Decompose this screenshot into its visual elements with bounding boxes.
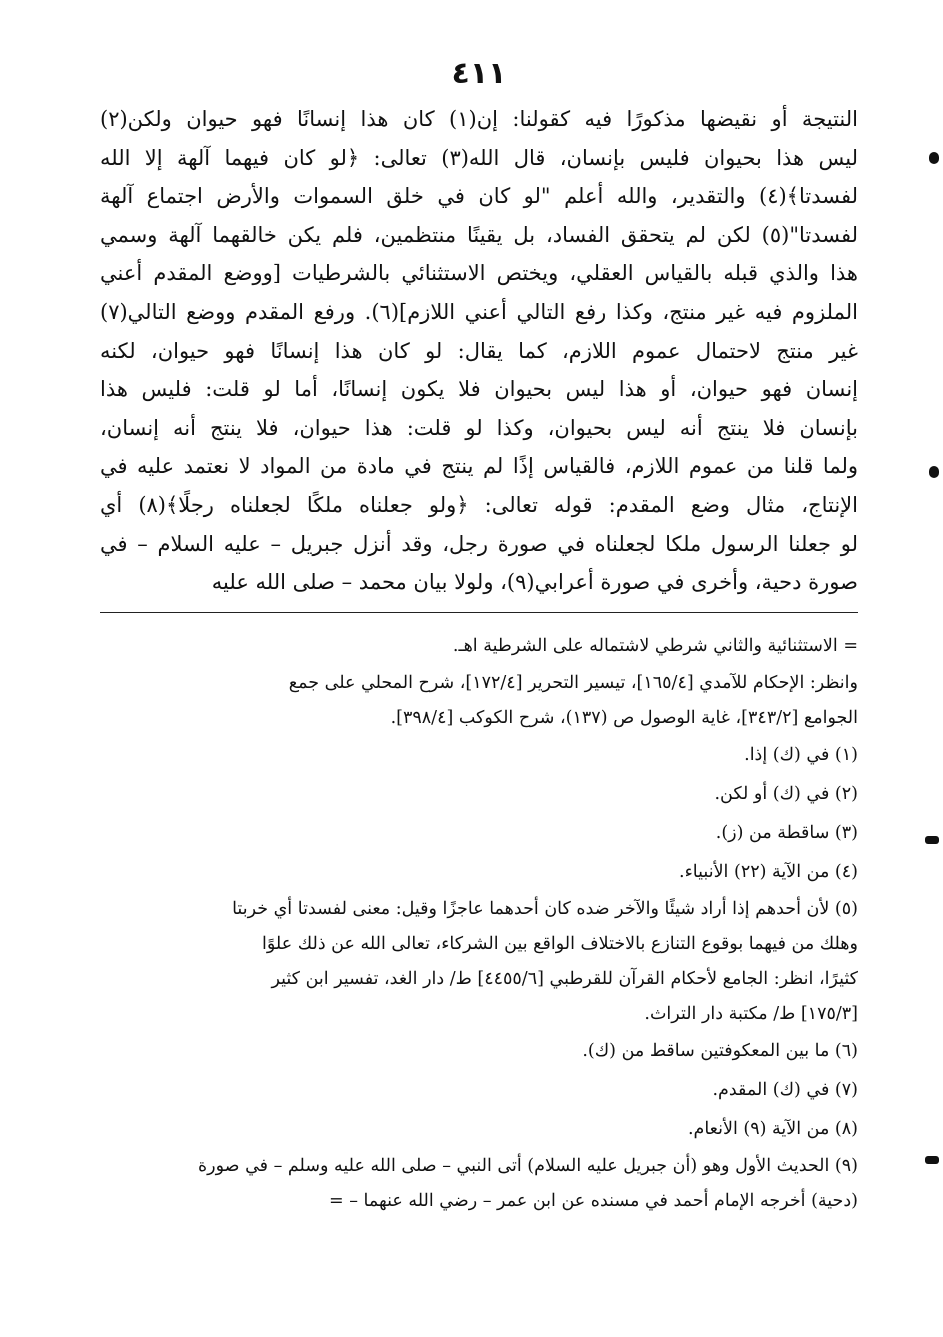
page-number: ٤١١ [451, 56, 507, 91]
footnote-divider [100, 612, 858, 613]
footnote-line: (٦) ما بين المعكوفتين ساقط من (ك). [582, 1040, 858, 1061]
main-text-line: صورة دحية، وأخرى في صورة أعرابي(٩)، ولولا بيان محمد – صلى الله عليه [211, 570, 858, 595]
main-text-line: ليس هذا بحيوان فليس بإنسان، قال الله(٣) تعالى: ﴿لو كان فيهما آلهة إلا الله [100, 145, 858, 170]
footnote-line: (٣) ساقطة من (ز). [715, 822, 858, 843]
binding-hole-mark [925, 836, 939, 844]
footnote-line: (٢) في (ك) أو لكن. [714, 783, 858, 804]
binding-hole-mark [925, 1156, 939, 1164]
binding-hole-mark [929, 152, 939, 164]
binding-hole-mark [929, 466, 939, 478]
footnote-line: كثيرًا، انظر: الجامع لأحكام القرآن للقرطبي [٤٤٥٥/٦] ط/ دار الغد، تفسير ابن كثير [271, 968, 858, 989]
main-text-line: النتيجة أو نقيضها مذكورًا فيه كقولنا: إن(١) كان هذا إنسانًا فهو حيوان ولكن(٢) [100, 107, 858, 131]
footnote-line: وهلك من فيهما بوقوع التنازع بالاختلاف الواقع بين الشركاء، تعالى الله عن ذلك علوًا [262, 933, 858, 954]
main-text-line: بإنسان فلا ينتج أنه ليس بحيوان، وكذا لو قلت: هذا حيوان، فلا ينتج أنه إنسان، [100, 415, 858, 440]
footnote-line: (٨) من الآية (٩) الأنعام. [687, 1118, 858, 1139]
main-text-line: لفسدتا﴾(٤) والتقدير، والله أعلم "لو كان في خلق السموات والأرض اجتماع آلهة [100, 184, 858, 209]
main-text-line: هذا والذي قبله بالقياس العقلي، ويختص الاستثنائي بالشرطيات [ووضع المقدم أعني [100, 261, 858, 286]
footnote-line: [١٧٥/٣] ط/ مكتبة دار التراث. [644, 1003, 858, 1024]
footnote-line: (١) في (ك) إذا. [744, 744, 858, 765]
main-text-line: لو جعلنا الرسول ملكا لجعلناه في صورة رجل، وقد أنزل جبريل – عليه السلام – في [100, 531, 858, 556]
footnote-line: الجوامع [٣٤٣/٢]، غاية الوصول ص (١٣٧)، شرح الكوكب [٣٩٨/٤]. [390, 707, 858, 728]
footnote-line: (دحية) أخرجه الإمام أحمد في مسنده عن ابن عمر – رضي الله عنهما – = [329, 1190, 858, 1211]
footnote-line: (٩) الحديث الأول وهو (أن جبريل عليه السلام) أتى النبي – صلى الله عليه وسلم – في صورة [197, 1155, 858, 1176]
main-text-line: الإنتاج، مثال وضع المقدم: قوله تعالى: ﴿ولو جعلناه ملكًا لجعلناه رجلًا﴾(٨) أي [100, 492, 858, 517]
main-text-line: ولما قلنا من عموم اللازم، فالقياس إذًا لم ينتج في مادة من المواد لا نعتمد عليه في [100, 454, 858, 479]
main-text [100, 100, 858, 602]
book-page [100, 52, 858, 1322]
footnote-line: (٤) من الآية (٢٢) الأنبياء. [679, 861, 858, 882]
footnote-line: = الاستثنائية والثاني شرطي لاشتماله على الشرطية اهـ. [452, 635, 858, 656]
footnotes [100, 627, 858, 1219]
main-text-line: لفسدتا"(٥) لكن لم يتحقق الفساد، بل يقينًا منتظمين، فلم يكن خالقهما آلهة وسمي [100, 222, 858, 247]
footnote-line: (٥) لأن أحدهم إذا أراد شيئًا والآخر ضده كان أحدهما عاجزًا وقيل: معنى لفسدتا أي خربتا [232, 898, 858, 919]
main-text-line: غير منتج لاحتمال عموم اللازم، كما يقال: لو كان هذا إنسانًا فهو حيوان، لكنه [100, 338, 858, 363]
main-text-line: الملزوم فيه غير منتج، وكذا رفع التالي أعني اللازم](٦). ورفع المقدم ووضع التالي(٧) [100, 299, 858, 324]
footnote-line: (٧) في (ك) المقدم. [712, 1079, 858, 1100]
main-text-line: إنسان فهو حيوان، أو هذا ليس بحيوان فلا يكون إنسانًا، أما لو قلت: فليس هذا [100, 377, 858, 402]
footnote-line: وانظر: الإحكام للآمدي [١٦٥/٤]، تيسير التحرير [١٧٢/٤]، شرح المحلي على جمع [288, 672, 858, 693]
